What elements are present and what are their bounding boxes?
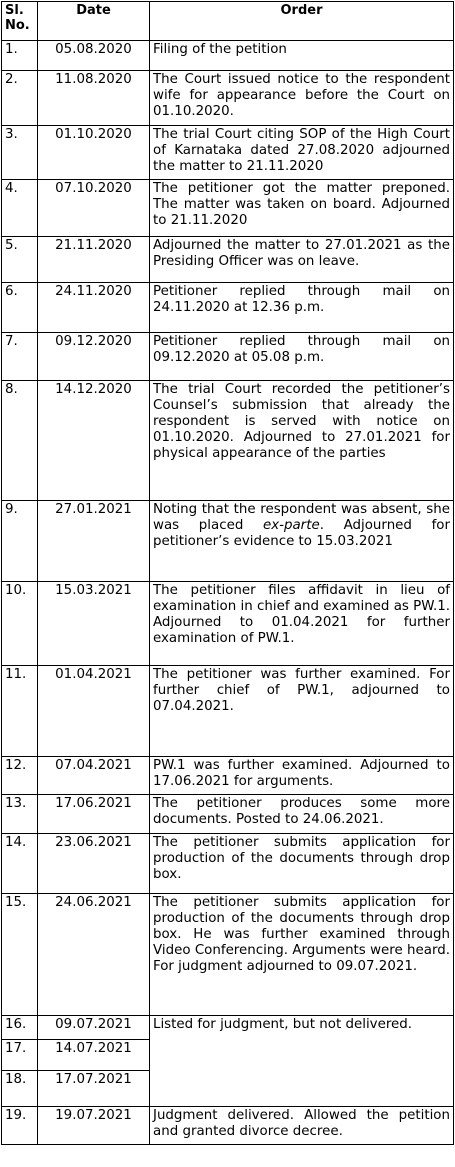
row-number: 5.: [2, 237, 38, 283]
case-orders-table: [1, 1, 454, 1145]
row-order-text-start: Noting that the respondent was absent, she was placed: [153, 502, 450, 533]
row-date: 07.04.2021: [38, 757, 150, 795]
table-row: [2, 795, 454, 834]
row-order: The petitioner files affidavit in lieu of examination in chief and examined as PW.1. Adjourned to 01.04.2021 for further examination of PW.1.: [150, 582, 454, 666]
table-row: [2, 381, 454, 501]
row-number: 8.: [2, 381, 38, 501]
row-date: 14.07.2021: [38, 1040, 150, 1071]
row-order: Filing of the petition: [150, 41, 454, 71]
table-row: [2, 1107, 454, 1145]
row-number: 10.: [2, 582, 38, 666]
row-number: 9.: [2, 501, 38, 582]
table-row: [2, 501, 454, 582]
row-number: 4.: [2, 180, 38, 237]
row-number: 17.: [2, 1040, 38, 1071]
row-order: Petitioner replied through mail on 24.11.2020 at 12.36 p.m.: [150, 283, 454, 333]
row-date: 09.07.2021: [38, 1016, 150, 1040]
row-number: 12.: [2, 757, 38, 795]
row-order: Petitioner replied through mail on 09.12.2020 at 05.08 p.m.: [150, 333, 454, 381]
row-order: The trial Court recorded the petitioner’s Counsel’s submission that already the respondent is served with notice on 01.10.2020. Adjourned to 27.01.2021 for physical appearance of the parties: [150, 381, 454, 501]
row-date: 05.08.2020: [38, 41, 150, 71]
table-row: [2, 757, 454, 795]
table-row: [2, 237, 454, 283]
row-date: 17.06.2021: [38, 795, 150, 834]
row-order: PW.1 was further examined. Adjourned to 17.06.2021 for arguments.: [150, 757, 454, 795]
row-date: 23.06.2021: [38, 834, 150, 894]
row-date: 15.03.2021: [38, 582, 150, 666]
row-number: 3.: [2, 126, 38, 180]
table-row: [2, 41, 454, 71]
table-row: [2, 333, 454, 381]
row-date: 01.04.2021: [38, 666, 150, 757]
table-row: [2, 71, 454, 126]
table-row: [2, 834, 454, 894]
row-number: 13.: [2, 795, 38, 834]
row-date: 14.12.2020: [38, 381, 150, 501]
row-number: 2.: [2, 71, 38, 126]
table-row: [2, 582, 454, 666]
row-order-text-end: . Adjourned for petitioner’s evidence to 15.03.2021: [153, 518, 450, 549]
header-order: Order: [150, 2, 454, 41]
row-order: Judgment delivered. Allowed the petition and granted divorce decree.: [150, 1107, 454, 1145]
row-number: 6.: [2, 283, 38, 333]
header-sl-no: Sl. No.: [2, 2, 38, 41]
row-date: 24.06.2021: [38, 894, 150, 1016]
row-order: The petitioner got the matter preponed. The matter was taken on board. Adjourned to 21.11.2020: [150, 180, 454, 237]
row-order: The petitioner produces some more documents. Posted to 24.06.2021.: [150, 795, 454, 834]
row-order: Adjourned the matter to 27.01.2021 as the Presiding Officer was on leave.: [150, 237, 454, 283]
row-number: 19.: [2, 1107, 38, 1145]
row-date: 01.10.2020: [38, 126, 150, 180]
table-row: [2, 666, 454, 757]
row-order: The Court issued notice to the respondent wife for appearance before the Court on 01.10.2020.: [150, 71, 454, 126]
row-date: 07.10.2020: [38, 180, 150, 237]
row-date: 17.07.2021: [38, 1071, 150, 1107]
row-date: 09.12.2020: [38, 333, 150, 381]
row-date: 24.11.2020: [38, 283, 150, 333]
row-date: 21.11.2020: [38, 237, 150, 283]
row-number: 18.: [2, 1071, 38, 1107]
row-number: 1.: [2, 41, 38, 71]
row-order: The petitioner was further examined. For further chief of PW.1, adjourned to 07.04.2021.: [150, 666, 454, 757]
header-date: Date: [38, 2, 150, 41]
row-number: 11.: [2, 666, 38, 757]
row-order-merged: Listed for judgment, but not delivered.: [150, 1016, 454, 1107]
row-order: The petitioner submits application for production of the documents through drop box.: [150, 834, 454, 894]
row-number: 15.: [2, 894, 38, 1016]
row-order-italic-term: ex-parte: [262, 518, 320, 533]
table-row: [2, 126, 454, 180]
table-row: [2, 283, 454, 333]
row-date: 27.01.2021: [38, 501, 150, 582]
row-order: The trial Court citing SOP of the High Court of Karnataka dated 27.08.2020 adjourned the matter to 21.11.2020: [150, 126, 454, 180]
table-header-row: [2, 2, 454, 41]
row-date: 11.08.2020: [38, 71, 150, 126]
row-number: 16.: [2, 1016, 38, 1040]
table-row: [2, 894, 454, 1016]
row-number: 14.: [2, 834, 38, 894]
table-row: [2, 180, 454, 237]
row-number: 7.: [2, 333, 38, 381]
row-order: [150, 501, 454, 582]
row-order: The petitioner submits application for production of the documents through drop box. He was further examined through Video Conferencing. Arguments were heard. For judgment adjourned to 09.07.2021.: [150, 894, 454, 1016]
row-date: 19.07.2021: [38, 1107, 150, 1145]
table-row: [2, 1016, 454, 1040]
